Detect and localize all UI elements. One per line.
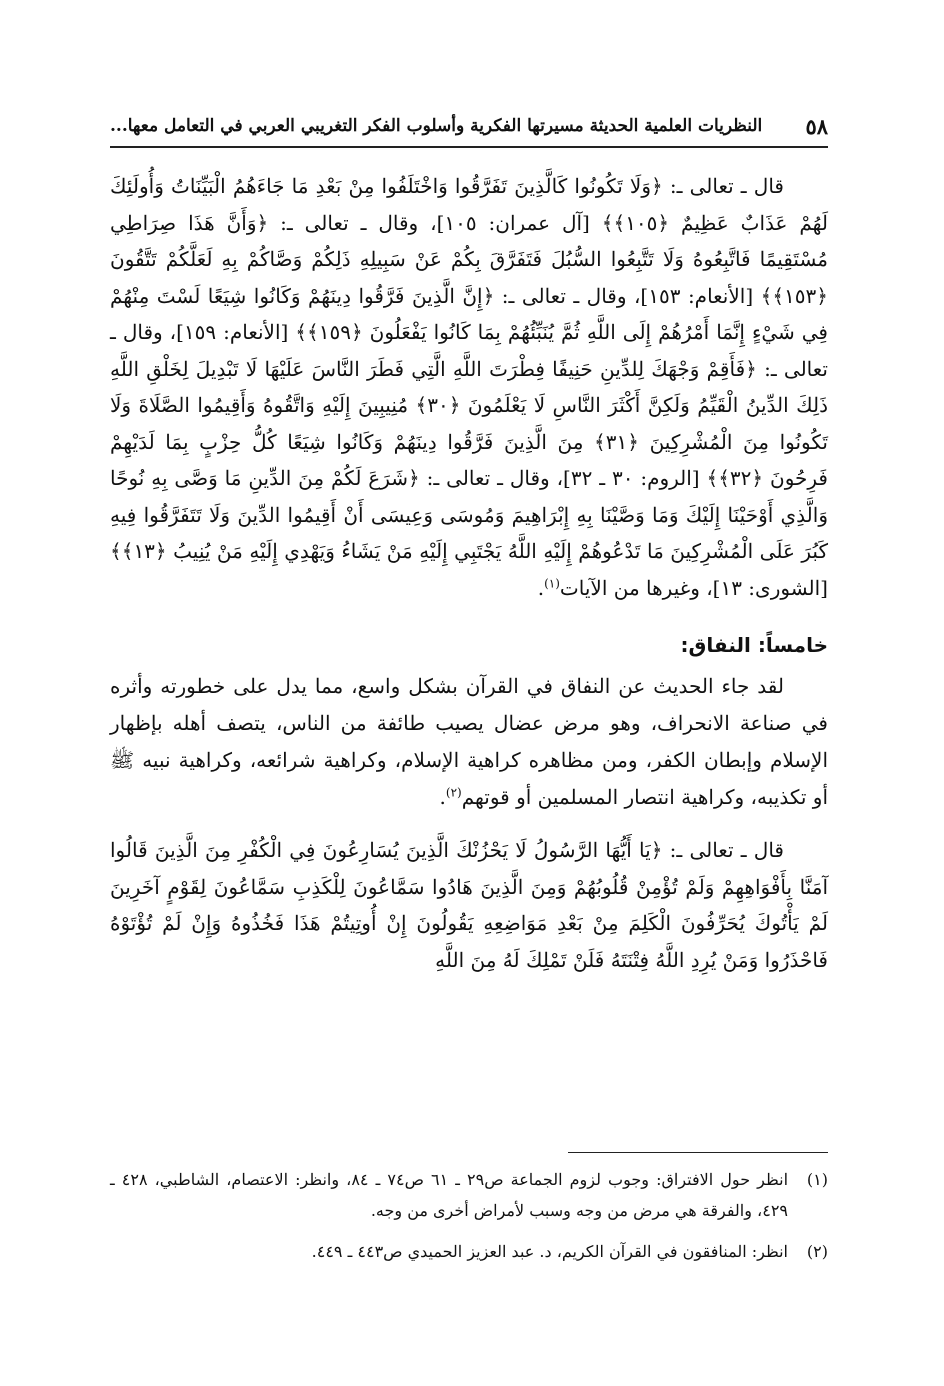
running-title: النظريات العلمية الحديثة مسيرتها الفكرية وأسلوب الفكر التغريبي العربي في التعامل معها... xyxy=(110,116,763,136)
footnote-number: (٢) xyxy=(806,1242,828,1261)
quran-paragraph-1-text: قال ـ تعالى ـ: ﴿وَلَا تَكُونُوا كَالَّذِينَ تَفَرَّقُوا وَاخْتَلَفُوا مِنْ بَعْدِ مَا جَاءَهُمُ الْبَيِّنَاتُ وَأُولَئِكَ لَهُمْ عَذَابٌ عَظِيمٌ ﴿١٠٥﴾﴾ [آل عمران: ١٠٥]، وقال ـ تعالى ـ: ﴿وَأَنَّ هَذَا صِرَاطِي مُسْتَقِيمًا فَاتَّبِعُوهُ وَلَا تَتَّبِعُوا السُّبُلَ فَتَفَرَّقَ بِكُمْ عَنْ سَبِيلِهِ ذَلِكُمْ وَصَّاكُمْ بِهِ لَعَلَّكُمْ تَتَّقُونَ ﴿١٥٣﴾﴾ [الأنعام: ١٥٣]، وقال ـ تعالى ـ: ﴿إِنَّ الَّذِينَ فَرَّقُوا دِينَهُمْ وَكَانُوا شِيَعًا لَسْتَ مِنْهُمْ فِي شَيْءٍ إِنَّمَا أَمْرُهُمْ إِلَى اللَّهِ ثُمَّ يُنَبِّئُهُمْ بِمَا كَانُوا يَفْعَلُونَ ﴿١٥٩﴾﴾ [الأنعام: ١٥٩]، وقال ـ تعالى ـ: ﴿فَأَقِمْ وَجْهَكَ لِلدِّينِ حَنِيفًا فِطْرَتَ اللَّهِ الَّتِي فَطَرَ النَّاسَ عَلَيْهَا لَا تَبْدِيلَ لِخَلْقِ اللَّهِ ذَلِكَ الدِّينُ الْقَيِّمُ وَلَكِنَّ أَكْثَرَ النَّاسِ لَا يَعْلَمُونَ ﴿٣٠﴾ مُنِيبِينَ إِلَيْهِ وَاتَّقُوهُ وَأَقِيمُوا الصَّلَاةَ وَلَا تَكُونُوا مِنَ الْمُشْرِكِينَ ﴿٣١﴾ مِنَ الَّذِينَ فَرَّقُوا دِينَهُمْ وَكَانُوا شِيَعًا كُلُّ حِزْبٍ بِمَا لَدَيْهِمْ فَرِحُونَ ﴿٣٢﴾﴾ [الروم: ٣٠ ـ ٣٢]، وقال ـ تعالى ـ: ﴿شَرَعَ لَكُمْ مِنَ الدِّينِ مَا وَصَّى بِهِ نُوحًا وَالَّذِي أَوْحَيْنَا إِلَيْكَ وَمَا وَصَّيْنَا بِهِ إِبْرَاهِيمَ وَمُوسَى وَعِيسَى أَنْ أَقِيمُوا الدِّينَ وَلَا تَتَفَرَّقُوا فِيهِ كَبُرَ عَلَى الْمُشْرِكِينَ مَا تَدْعُوهُمْ إِلَيْهِ اللَّهُ يَجْتَبِي إِلَيْهِ مَنْ يَشَاءُ وَيَهْدِي إِلَيْهِ مَنْ يُنِيبُ ﴿١٣﴾﴾ [الشورى: ١٣]، وغيرها من الآيات xyxy=(110,174,828,600)
page-number: ٥٨ xyxy=(805,113,828,139)
footnote xyxy=(110,1164,828,1226)
main-text xyxy=(110,168,828,978)
prose-paragraph-text: لقد جاء الحديث عن النفاق في القرآن بشكل واسع، مما يدل على خطورته وأثره في صناعة الانحراف، وهو مرض عضال يصيب طائفة من الناس، يتصف أهله بإظهار الإسلام وإبطان الكفر، ومن مظاهره كراهية الإسلام، وكراهية شرائعه، وكراهية نبيه ﷺ أو تكذيبه، وكراهية انتصار المسلمين أو قوتهم xyxy=(110,674,828,809)
prose-paragraph-end: . xyxy=(439,785,446,809)
quran-paragraph-2: قال ـ تعالى ـ: ﴿يَا أَيُّهَا الرَّسُولُ لَا يَحْزُنْكَ الَّذِينَ يُسَارِعُونَ فِي الْكُفْرِ مِنَ الَّذِينَ قَالُوا آمَنَّا بِأَفْوَاهِهِمْ وَلَمْ تُؤْمِنْ قُلُوبُهُمْ وَمِنَ الَّذِينَ هَادُوا سَمَّاعُونَ لِلْكَذِبِ سَمَّاعُونَ لِقَوْمٍ آخَرِينَ لَمْ يَأْتُوكَ يُحَرِّفُونَ الْكَلِمَ مِنْ بَعْدِ مَوَاضِعِهِ يَقُولُونَ إِنْ أُوتِيتُمْ هَذَا فَخُذُوهُ وَإِنْ لَمْ تُؤْتَوْهُ فَاحْذَرُوا وَمَنْ يُرِدِ اللَّهُ فِتْنَتَهُ فَلَنْ تَمْلِكَ لَهُ مِنَ اللَّهِ xyxy=(110,838,828,972)
quran-paragraph-1 xyxy=(110,168,828,606)
footnote xyxy=(110,1236,828,1267)
footnotes xyxy=(110,1164,828,1277)
section-heading: خامساً: النفاق: xyxy=(680,633,828,657)
footnote-number: (١) xyxy=(806,1170,828,1189)
prose-paragraph xyxy=(110,668,828,816)
page-header xyxy=(110,108,828,144)
quran-paragraph-1-end: . xyxy=(537,575,545,600)
footnote-divider xyxy=(568,1152,828,1153)
header-divider xyxy=(110,146,828,148)
footnote-ref-2: (٢) xyxy=(445,785,462,800)
footnote-text: انظر: المنافقون في القرآن الكريم، د. عبد العزيز الحميدي ص٤٤٣ ـ ٤٤٩. xyxy=(311,1242,788,1261)
footnote-text: انظر حول الافتراق: وجوب لزوم الجماعة ص٢٩ ـ ٦١ ص٧٤ ـ ٨٤، وانظر: الاعتصام، الشاطبي، ٤٢٨ ـ ٤٢٩، والفرقة هي مرض من وجه وسبب لأمراض أخرى من وجه. xyxy=(110,1170,789,1220)
paragraph-gap xyxy=(110,816,828,832)
footnote-ref-1: (١) xyxy=(544,575,560,590)
